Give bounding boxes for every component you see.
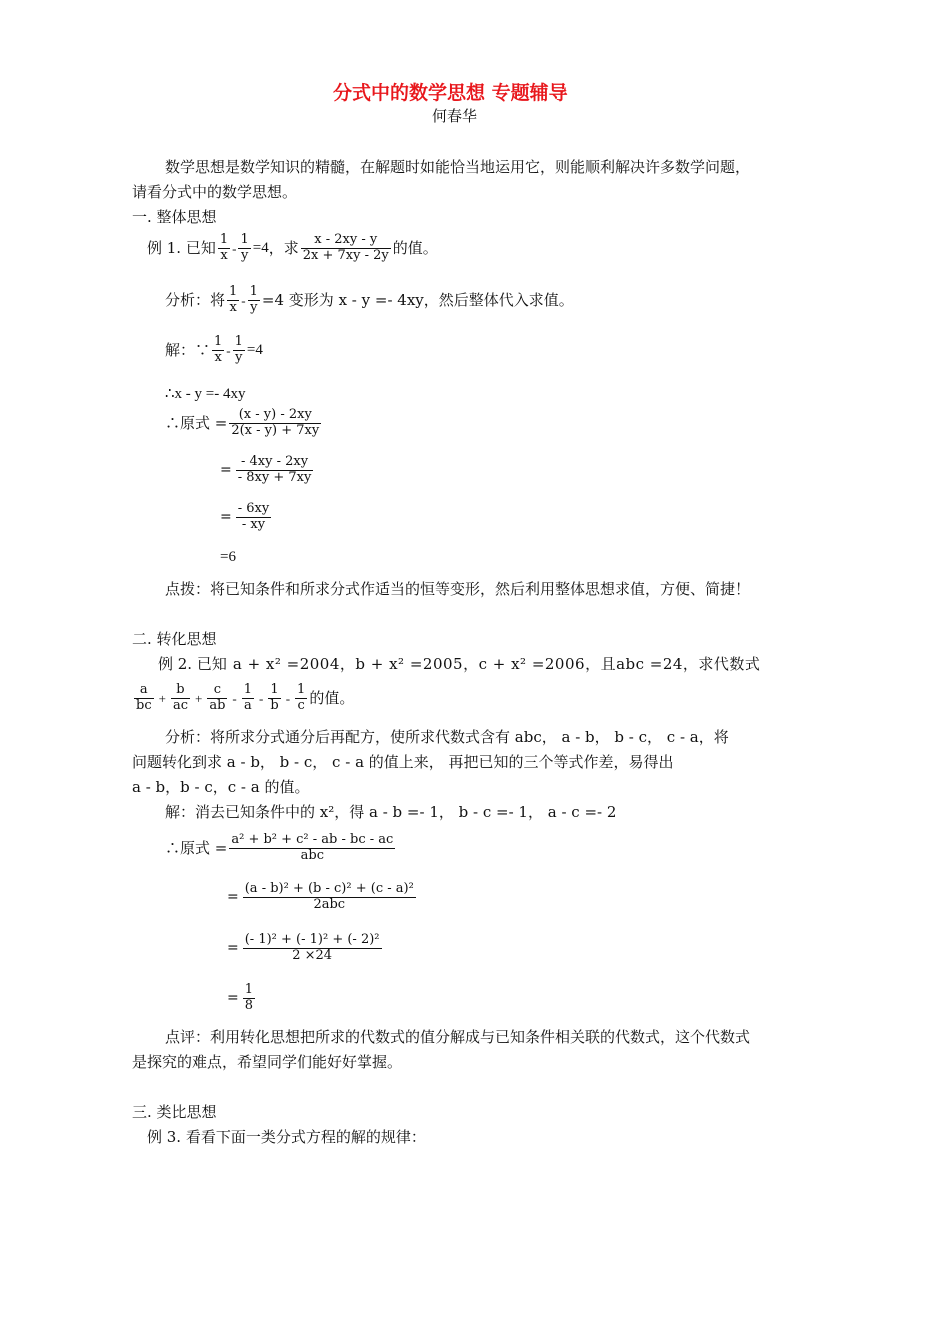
denominator: abc <box>229 848 395 864</box>
section-3-heading: 三. 类比思想 <box>132 1103 217 1121</box>
fraction-1-over-y <box>238 233 250 264</box>
equals-four: =4 <box>246 341 263 358</box>
denominator: 2 ×24 <box>243 948 382 964</box>
numerator: 1 <box>244 982 254 997</box>
analysis-1-rest: =4 变形为 x - y =- 4xy，然后整体代入求值。 <box>261 290 574 309</box>
denominator: y <box>248 300 260 316</box>
analysis-1 <box>165 285 574 316</box>
minus-sign: - <box>241 292 246 308</box>
step-2-fraction <box>243 882 416 913</box>
solution-1-result: =6 <box>220 549 236 565</box>
document-title: 分式中的数学思想 专题辅导 <box>333 82 568 104</box>
example-2-line-2 <box>132 683 354 714</box>
example-1-suffix: 的值。 <box>392 238 438 257</box>
solution-2-step-3 <box>225 933 384 964</box>
target-expression <box>132 683 309 714</box>
section-1-heading: 一. 整体思想 <box>132 208 217 226</box>
comment-1: 点拨：将已知条件和所求分式作适当的恒等变形，然后利用整体思想求值，方便、简捷！ <box>165 580 751 598</box>
numerator: - 6xy <box>237 501 270 516</box>
denominator: 8 <box>244 997 254 1013</box>
numerator: - 4xy - 2xy <box>240 454 309 469</box>
original-expression-label: ∴原式 = <box>165 838 228 857</box>
denominator: 2abc <box>243 897 416 913</box>
comment-2-line-2: 是探究的难点，希望同学们能好好掌握。 <box>132 1053 403 1071</box>
denominator: - xy <box>236 517 271 533</box>
analysis-2-line-1: 分析：将所求分式通分后再配方，使所求代数式含有 abc， a - b， b - c， c - a，将 <box>165 728 729 746</box>
intro-line-1: 数学思想是数学知识的精髓，在解题时如能恰当地运用它，则能顺利解决许多数学问题， <box>165 158 751 176</box>
solution-1-step-2 <box>218 455 315 486</box>
denominator: 2x + 7xy - 2y <box>302 247 389 263</box>
expression-fraction <box>242 683 254 714</box>
original-expression-label: ∴原式 = <box>165 413 228 432</box>
example-2-conditions: a + x² =2004，b + x² =2005，c + x² =2006，且abc =24，求代数式 <box>232 655 761 673</box>
operator: - <box>285 690 291 706</box>
comment-2-line-1: 点评：利用转化思想把所求的代数式的值分解成与已知条件相关联的代数式，这个代数式 <box>165 1028 751 1046</box>
minus-sign: - <box>232 240 237 256</box>
example-2-line-1 <box>158 657 820 672</box>
numerator: x - 2xy - y <box>314 232 378 247</box>
intro-line-2: 请看分式中的数学思想。 <box>132 183 298 201</box>
example-1 <box>147 233 438 264</box>
denominator: y <box>233 350 245 366</box>
step-3-fraction <box>236 502 271 533</box>
equals-sign: = <box>220 509 232 526</box>
operator: + <box>194 690 203 706</box>
equals-sign: = <box>227 889 239 906</box>
fraction-1-over-y <box>248 285 260 316</box>
step-3-fraction <box>243 933 382 964</box>
numerator: 1 <box>243 682 253 697</box>
expression-fraction <box>295 683 307 714</box>
numerator: b <box>176 682 185 697</box>
equals-sign: = <box>227 990 239 1007</box>
numerator: a <box>139 682 148 697</box>
example-1-prefix: 例 1. 已知 <box>147 238 216 257</box>
numerator: 1 <box>214 334 223 349</box>
denominator: c <box>295 698 307 714</box>
equals-sign: = <box>220 462 232 479</box>
fraction-1-over-x <box>227 285 239 316</box>
numerator: 1 <box>249 284 258 299</box>
expression-fraction <box>134 683 154 714</box>
example-1-mid: ，求 <box>268 238 299 257</box>
denominator: a <box>242 698 254 714</box>
denominator: ac <box>172 697 188 713</box>
solution-2-intro: 解：消去已知条件中的 x²，得 a - b =- 1， b - c =- 1， a - c =- 2 <box>165 803 617 821</box>
fraction-1-over-y <box>233 335 245 366</box>
operator: + <box>158 690 166 706</box>
author: 何春华 <box>432 107 478 125</box>
denominator: bc <box>136 697 152 713</box>
numerator: (x - y) - 2xy <box>238 407 312 422</box>
section-2-heading: 二. 转化思想 <box>132 630 217 648</box>
denominator: x <box>212 350 224 366</box>
step-1-fraction <box>229 408 321 439</box>
fraction-1-over-x <box>218 233 230 264</box>
equals-four: =4 <box>252 239 269 256</box>
fraction-1-over-x <box>212 335 224 366</box>
solution-1-prefix: 解：∵ <box>165 340 211 359</box>
denominator: x <box>218 248 230 264</box>
numerator: (a - b)² + (b - c)² + (c - a)² <box>244 881 414 896</box>
numerator: (- 1)² + (- 1)² + (- 2)² <box>244 932 380 947</box>
solution-2-step-2 <box>225 882 418 913</box>
operator: - <box>232 690 237 706</box>
solution-1-step-1 <box>165 408 323 439</box>
expression-fraction <box>171 683 190 714</box>
solution-2-step-1 <box>165 833 397 864</box>
numerator: a² + b² + c² - ab - bc - ac <box>231 832 394 847</box>
analysis-2-line-3: a - b，b - c，c - a 的值。 <box>132 778 310 796</box>
therefore-line: ∴x - y =- 4xy <box>165 386 246 402</box>
expression-fraction <box>207 683 227 714</box>
analysis-1-prefix: 分析：将 <box>165 290 226 309</box>
step-2-fraction <box>236 455 314 486</box>
expression-fraction <box>268 683 280 714</box>
denominator: y <box>238 248 250 264</box>
solution-1-given <box>165 335 263 366</box>
numerator: 1 <box>234 334 243 349</box>
numerator: 1 <box>229 284 238 299</box>
denominator: b <box>270 697 279 713</box>
numerator: 1 <box>219 232 229 247</box>
solution-2-step-4 <box>225 983 257 1014</box>
example-3: 例 3. 看看下面一类分式方程的解的规律： <box>147 1128 426 1146</box>
target-fraction <box>301 233 391 264</box>
numerator: 1 <box>270 682 279 697</box>
minus-sign: - <box>226 342 231 358</box>
example-2-suffix: 的值。 <box>309 688 355 707</box>
step-4-fraction <box>243 983 255 1014</box>
denominator: x <box>227 300 239 316</box>
denominator: 2(x - y) + 7xy <box>231 422 320 438</box>
analysis-2-line-2: 问题转化到求 a - b， b - c， c - a 的值上来， 再把已知的三个等式作差，易得出 <box>132 753 674 771</box>
solution-1-step-3 <box>218 502 273 533</box>
denominator: ab <box>209 697 226 713</box>
numerator: c <box>213 682 221 697</box>
equals-sign: = <box>227 940 239 957</box>
numerator: 1 <box>240 232 249 247</box>
operator: - <box>259 690 264 706</box>
step-1-fraction <box>229 833 395 864</box>
numerator: 1 <box>297 682 306 697</box>
denominator: - 8xy + 7xy <box>237 469 312 485</box>
example-2-prefix: 例 2. 已知 <box>158 655 227 673</box>
